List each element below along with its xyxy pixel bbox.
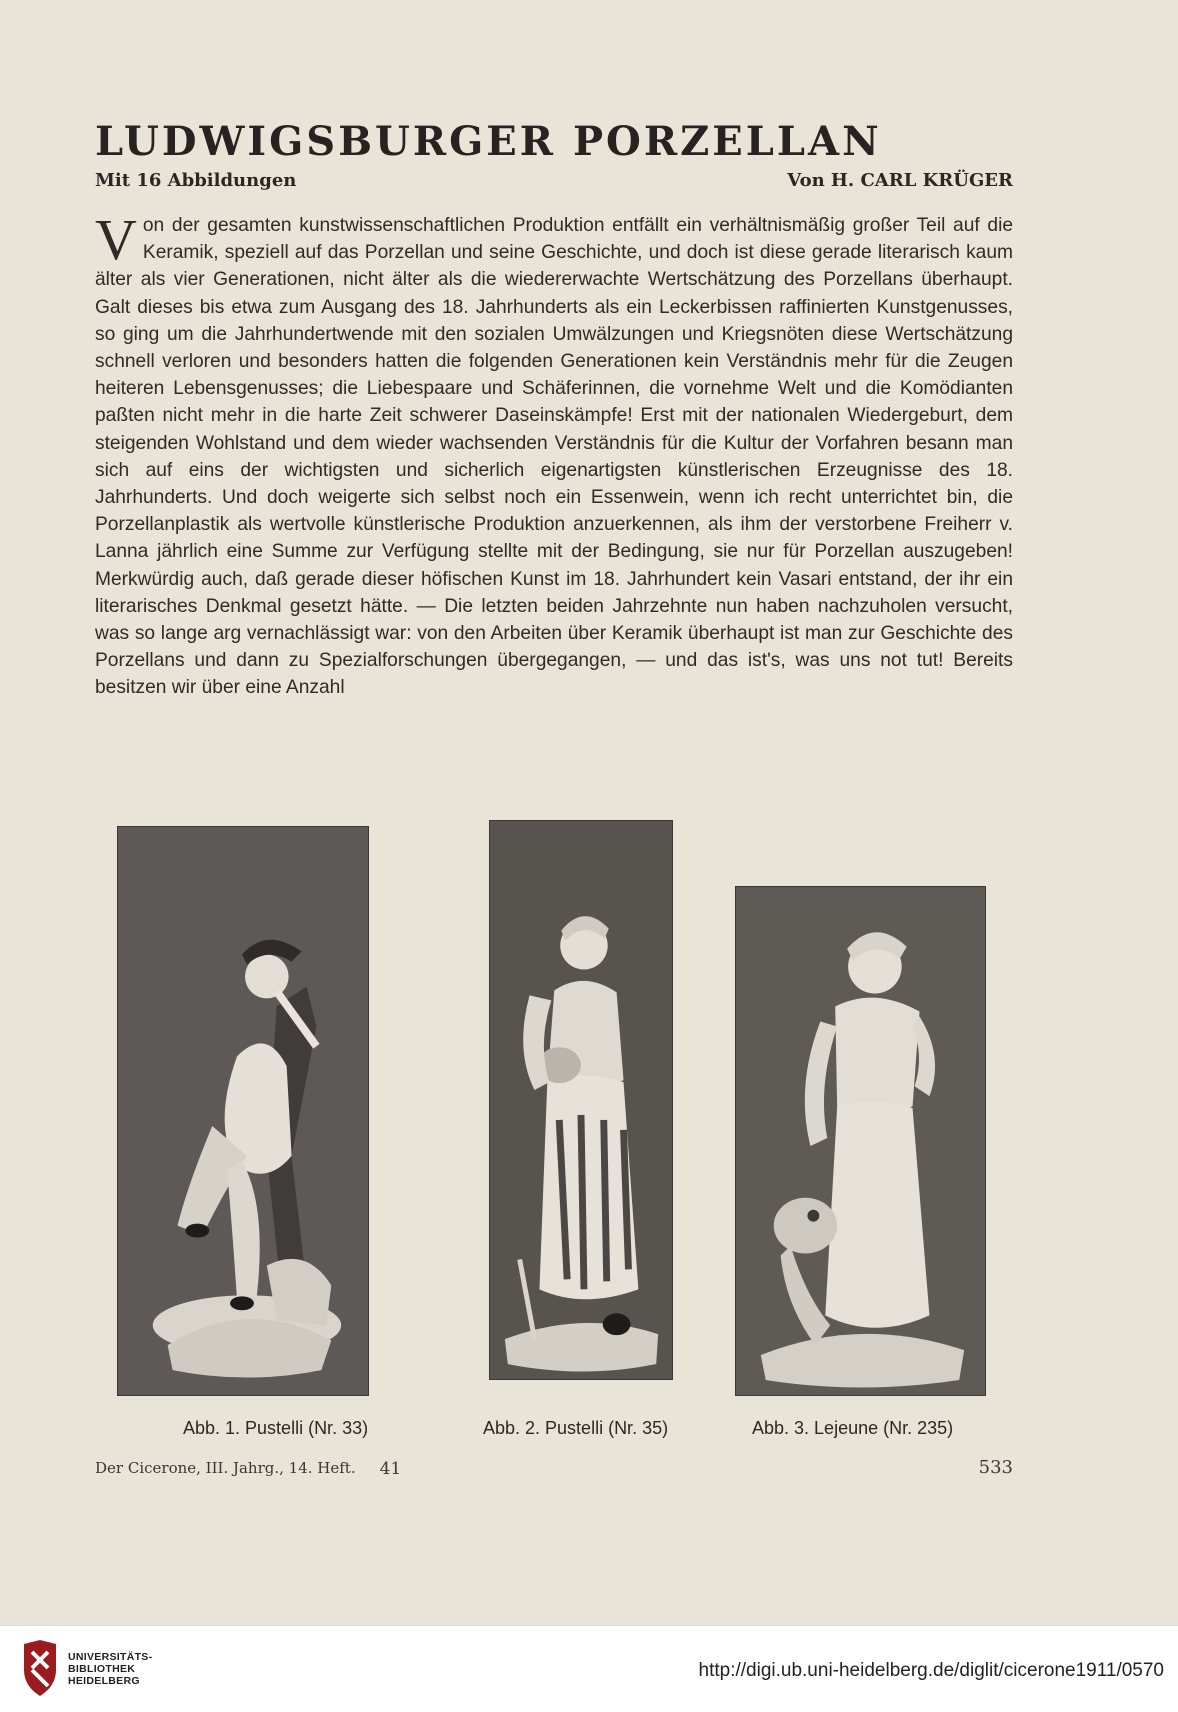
figure-2-caption: Abb. 2. Pustelli (Nr. 35) bbox=[483, 1418, 669, 1438]
drop-cap: V bbox=[95, 207, 137, 272]
page-footer bbox=[95, 1457, 1013, 1479]
subtitle-row bbox=[95, 170, 1013, 191]
article-body bbox=[95, 207, 1013, 702]
university-library-logo-icon bbox=[20, 1640, 60, 1696]
library-footer-bar bbox=[0, 1625, 1178, 1712]
figure-2-photo bbox=[489, 820, 673, 1380]
figure-1-photo bbox=[117, 826, 369, 1396]
page-number: 533 bbox=[978, 1457, 1013, 1478]
article-body-text: on der gesamten kunstwissenschaftlichen Produktion entfällt ein verhältnismäßig großer Teil auf die Keramik, speziell auf das Porzellan und seine Geschichte, und doch ist diese gerade literarisch kaum älter als vier Generationen, nicht älter als die wiedererwachte Wertschätzung des Porzellans überhaupt. Galt dieses bis etwa zum Ausgang des 18. Jahrhunderts als ein Leckerbissen raffinierten Kunstgenusses, so ging um die Jahrhundertwende mit den sozialen Umwälzungen und Kriegsnöten diese Wertschätzung schnell verloren und besonders hatten die folgenden Generationen kein Verständnis mehr für die Zeugen heiteren Lebensgenusses; die Liebespaare und Schäferinnen, die vornehme Welt und die Komödianten paßten nicht mehr in die harte Zeit schwerer Daseinskämpfe! Erst mit der nationalen Wiedergeburt, dem steigenden Wohlstand und dem wieder wachsenden Verständnis für die Kultur der Vorfahren besann man sich auf eins der wichtigsten und sicherlich eigenartigsten künstlerischen Erzeugnisse des 18. Jahrhunderts. Und doch weigerte sich selbst noch ein Essenwein, wenn ich recht unterrichtet bin, die Porzellanplastik als wertvolle künstlerische Produktion anzuerkennen, als ihm der verstorbene Freiherr v. Lanna jährlich eine Summe zur Verfügung stellte mit der Bedingung, sie nur für Porzellan auszugeben! Merkwürdig auch, daß gerade dieser höfischen Kunst im 18. Jahrhundert kein Vasari entstand, der ihr ein literarisches Denkmal gesetzt hätte. — Die letzten beiden Jahrzehnte nun haben nachzuholen versucht, was so lange arg vernachlässigt war: von den Arbeiten über Keramik überhaupt ist man zur Geschichte des Porzellans und dann zu Spezialforschungen übergegangen, — und das ist's, was uns not tut! Bereits besitzen wir über eine Anzahl bbox=[95, 215, 1013, 699]
figure-3-caption: Abb. 3. Lejeune (Nr. 235) bbox=[752, 1418, 954, 1438]
figurine-3-image bbox=[736, 887, 985, 1395]
figure-3-photo bbox=[735, 886, 986, 1396]
article-title: LUDWIGSBURGER PORZELLAN bbox=[95, 118, 882, 165]
author-byline: Von H. CARL KRÜGER bbox=[787, 170, 1013, 191]
library-name-line-3: HEIDELBERG bbox=[68, 1675, 140, 1687]
library-name bbox=[68, 1651, 152, 1687]
journal-reference: Der Cicerone, III. Jahrg., 14. Heft. bbox=[95, 1459, 356, 1477]
signature-mark: 41 bbox=[379, 1459, 402, 1479]
illustration-count: Mit 16 Abbildungen bbox=[95, 170, 297, 191]
library-name-line-1: UNIVERSITÄTS- bbox=[68, 1651, 153, 1663]
figure-1-caption: Abb. 1. Pustelli (Nr. 33) bbox=[183, 1418, 369, 1438]
permalink-url[interactable]: http://digi.ub.uni-heidelberg.de/diglit/cicerone1911/0570 bbox=[698, 1660, 1164, 1681]
library-name-line-2: BIBLIOTHEK bbox=[68, 1663, 136, 1675]
figurine-1-image bbox=[118, 827, 368, 1395]
figurine-2-image bbox=[490, 821, 672, 1379]
